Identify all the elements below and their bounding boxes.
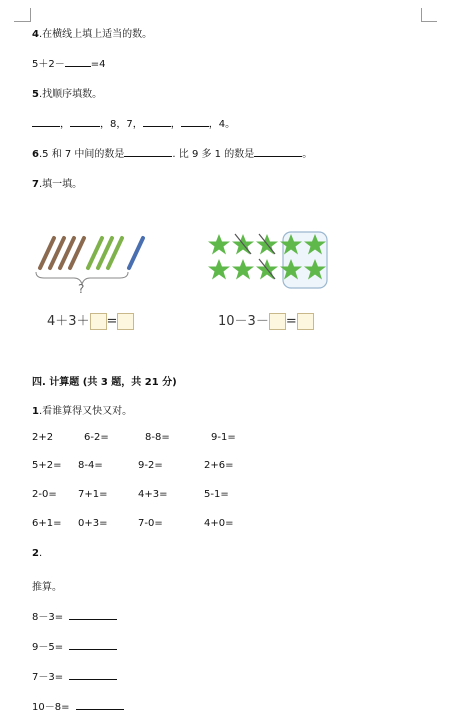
- question-4: [32, 25, 152, 40]
- sequence-text: ，4。: [208, 119, 236, 130]
- question-number: 5: [32, 89, 39, 100]
- stars-figure: [205, 228, 335, 290]
- answer-blank[interactable]: [69, 609, 117, 620]
- answer-blank[interactable]: [65, 56, 91, 67]
- infer-expression: 10－8=: [32, 702, 70, 713]
- question-mark: ?: [78, 282, 85, 296]
- calc-item: 8-4=: [78, 460, 103, 471]
- infer-expression: 7－3=: [32, 672, 64, 683]
- calc-item: 2+6=: [204, 460, 234, 471]
- right-equation: [218, 310, 314, 330]
- question-number: 6: [32, 149, 39, 160]
- calc-item: 2-0=: [32, 489, 57, 500]
- answer-blank[interactable]: [181, 116, 209, 127]
- calc-item: 8-8=: [145, 432, 170, 443]
- section-4-question-1: [32, 402, 132, 417]
- calc-item: 9-1=: [211, 432, 236, 443]
- equation-text: 10－3－: [218, 314, 269, 329]
- infer-expression: 8－3=: [32, 612, 64, 623]
- question-text: .5 和 7 中间的数是: [38, 149, 125, 160]
- answer-blank[interactable]: [69, 639, 117, 650]
- equation-text: =: [106, 314, 118, 329]
- answer-box[interactable]: [297, 313, 314, 330]
- calc-item: 7-0=: [138, 518, 163, 529]
- answer-blank[interactable]: [254, 146, 302, 157]
- question-text: 。: [302, 149, 313, 160]
- star: [208, 234, 230, 255]
- section-4-question-2: [32, 548, 42, 559]
- answer-blank[interactable]: [69, 669, 117, 680]
- question-5: [32, 85, 102, 100]
- calc-item: 5+2=: [32, 460, 62, 471]
- question-4-expression: [32, 55, 105, 70]
- calc-item: 0+3=: [78, 518, 108, 529]
- expression-right: =4: [90, 59, 106, 70]
- question-text: . 比 9 多 1 的数是: [172, 149, 255, 160]
- answer-box[interactable]: [90, 313, 107, 330]
- answer-box[interactable]: [269, 313, 286, 330]
- equation-text: 4＋3＋: [47, 314, 90, 329]
- page-corner-mark-right: [421, 8, 422, 22]
- question-dot: .: [38, 548, 43, 559]
- calc-item: 9-2=: [138, 460, 163, 471]
- question-number: 2: [32, 548, 39, 559]
- question-title: .看谁算得又快又对。: [38, 406, 133, 417]
- star: [208, 259, 230, 280]
- answer-blank[interactable]: [124, 146, 172, 157]
- page-corner-mark-left: [30, 8, 31, 22]
- question-title: .在横线上填上适当的数。: [38, 29, 153, 40]
- question-7: [32, 175, 82, 190]
- calc-item: 2+2: [32, 432, 54, 443]
- question-title: .填一填。: [38, 179, 83, 190]
- star: [232, 259, 254, 280]
- answer-blank[interactable]: [70, 116, 100, 127]
- sticks-figure: [28, 230, 158, 302]
- sequence-text: ，: [170, 119, 181, 130]
- calc-item: 4+3=: [138, 489, 168, 500]
- infer-row: [32, 698, 124, 713]
- answer-blank[interactable]: [143, 116, 171, 127]
- infer-row: [32, 608, 117, 623]
- question-number: 7: [32, 179, 39, 190]
- equation-text: =: [285, 314, 297, 329]
- calc-item: 6+1=: [32, 518, 62, 529]
- question-number: 4: [32, 29, 39, 40]
- sequence-text: ，8，7，: [100, 119, 143, 130]
- answer-blank[interactable]: [76, 699, 124, 710]
- calc-item: 7+1=: [78, 489, 108, 500]
- calc-item: 4+0=: [204, 518, 234, 529]
- infer-expression: 9－5=: [32, 642, 64, 653]
- page-corner-mark-right-h: [421, 21, 437, 22]
- question-number: 1: [32, 406, 39, 417]
- blue-stick: [129, 238, 143, 268]
- question-subtitle: 推算。: [32, 582, 62, 593]
- infer-row: [32, 668, 117, 683]
- sequence-text: ，: [60, 119, 70, 130]
- calc-item: 6-2=: [84, 432, 109, 443]
- question-6: [32, 145, 312, 160]
- answer-blank[interactable]: [32, 116, 60, 127]
- infer-row: [32, 638, 117, 653]
- answer-box[interactable]: [117, 313, 134, 330]
- expression-left: 5＋2－: [32, 59, 65, 70]
- question-5-sequence: [32, 115, 235, 130]
- question-title: .找顺序填数。: [38, 89, 103, 100]
- section-title: 四. 计算题 (共 3 题，共 21 分): [32, 377, 177, 388]
- page-corner-mark-left-h: [14, 21, 30, 22]
- calc-item: 5-1=: [204, 489, 229, 500]
- left-equation: [47, 310, 134, 330]
